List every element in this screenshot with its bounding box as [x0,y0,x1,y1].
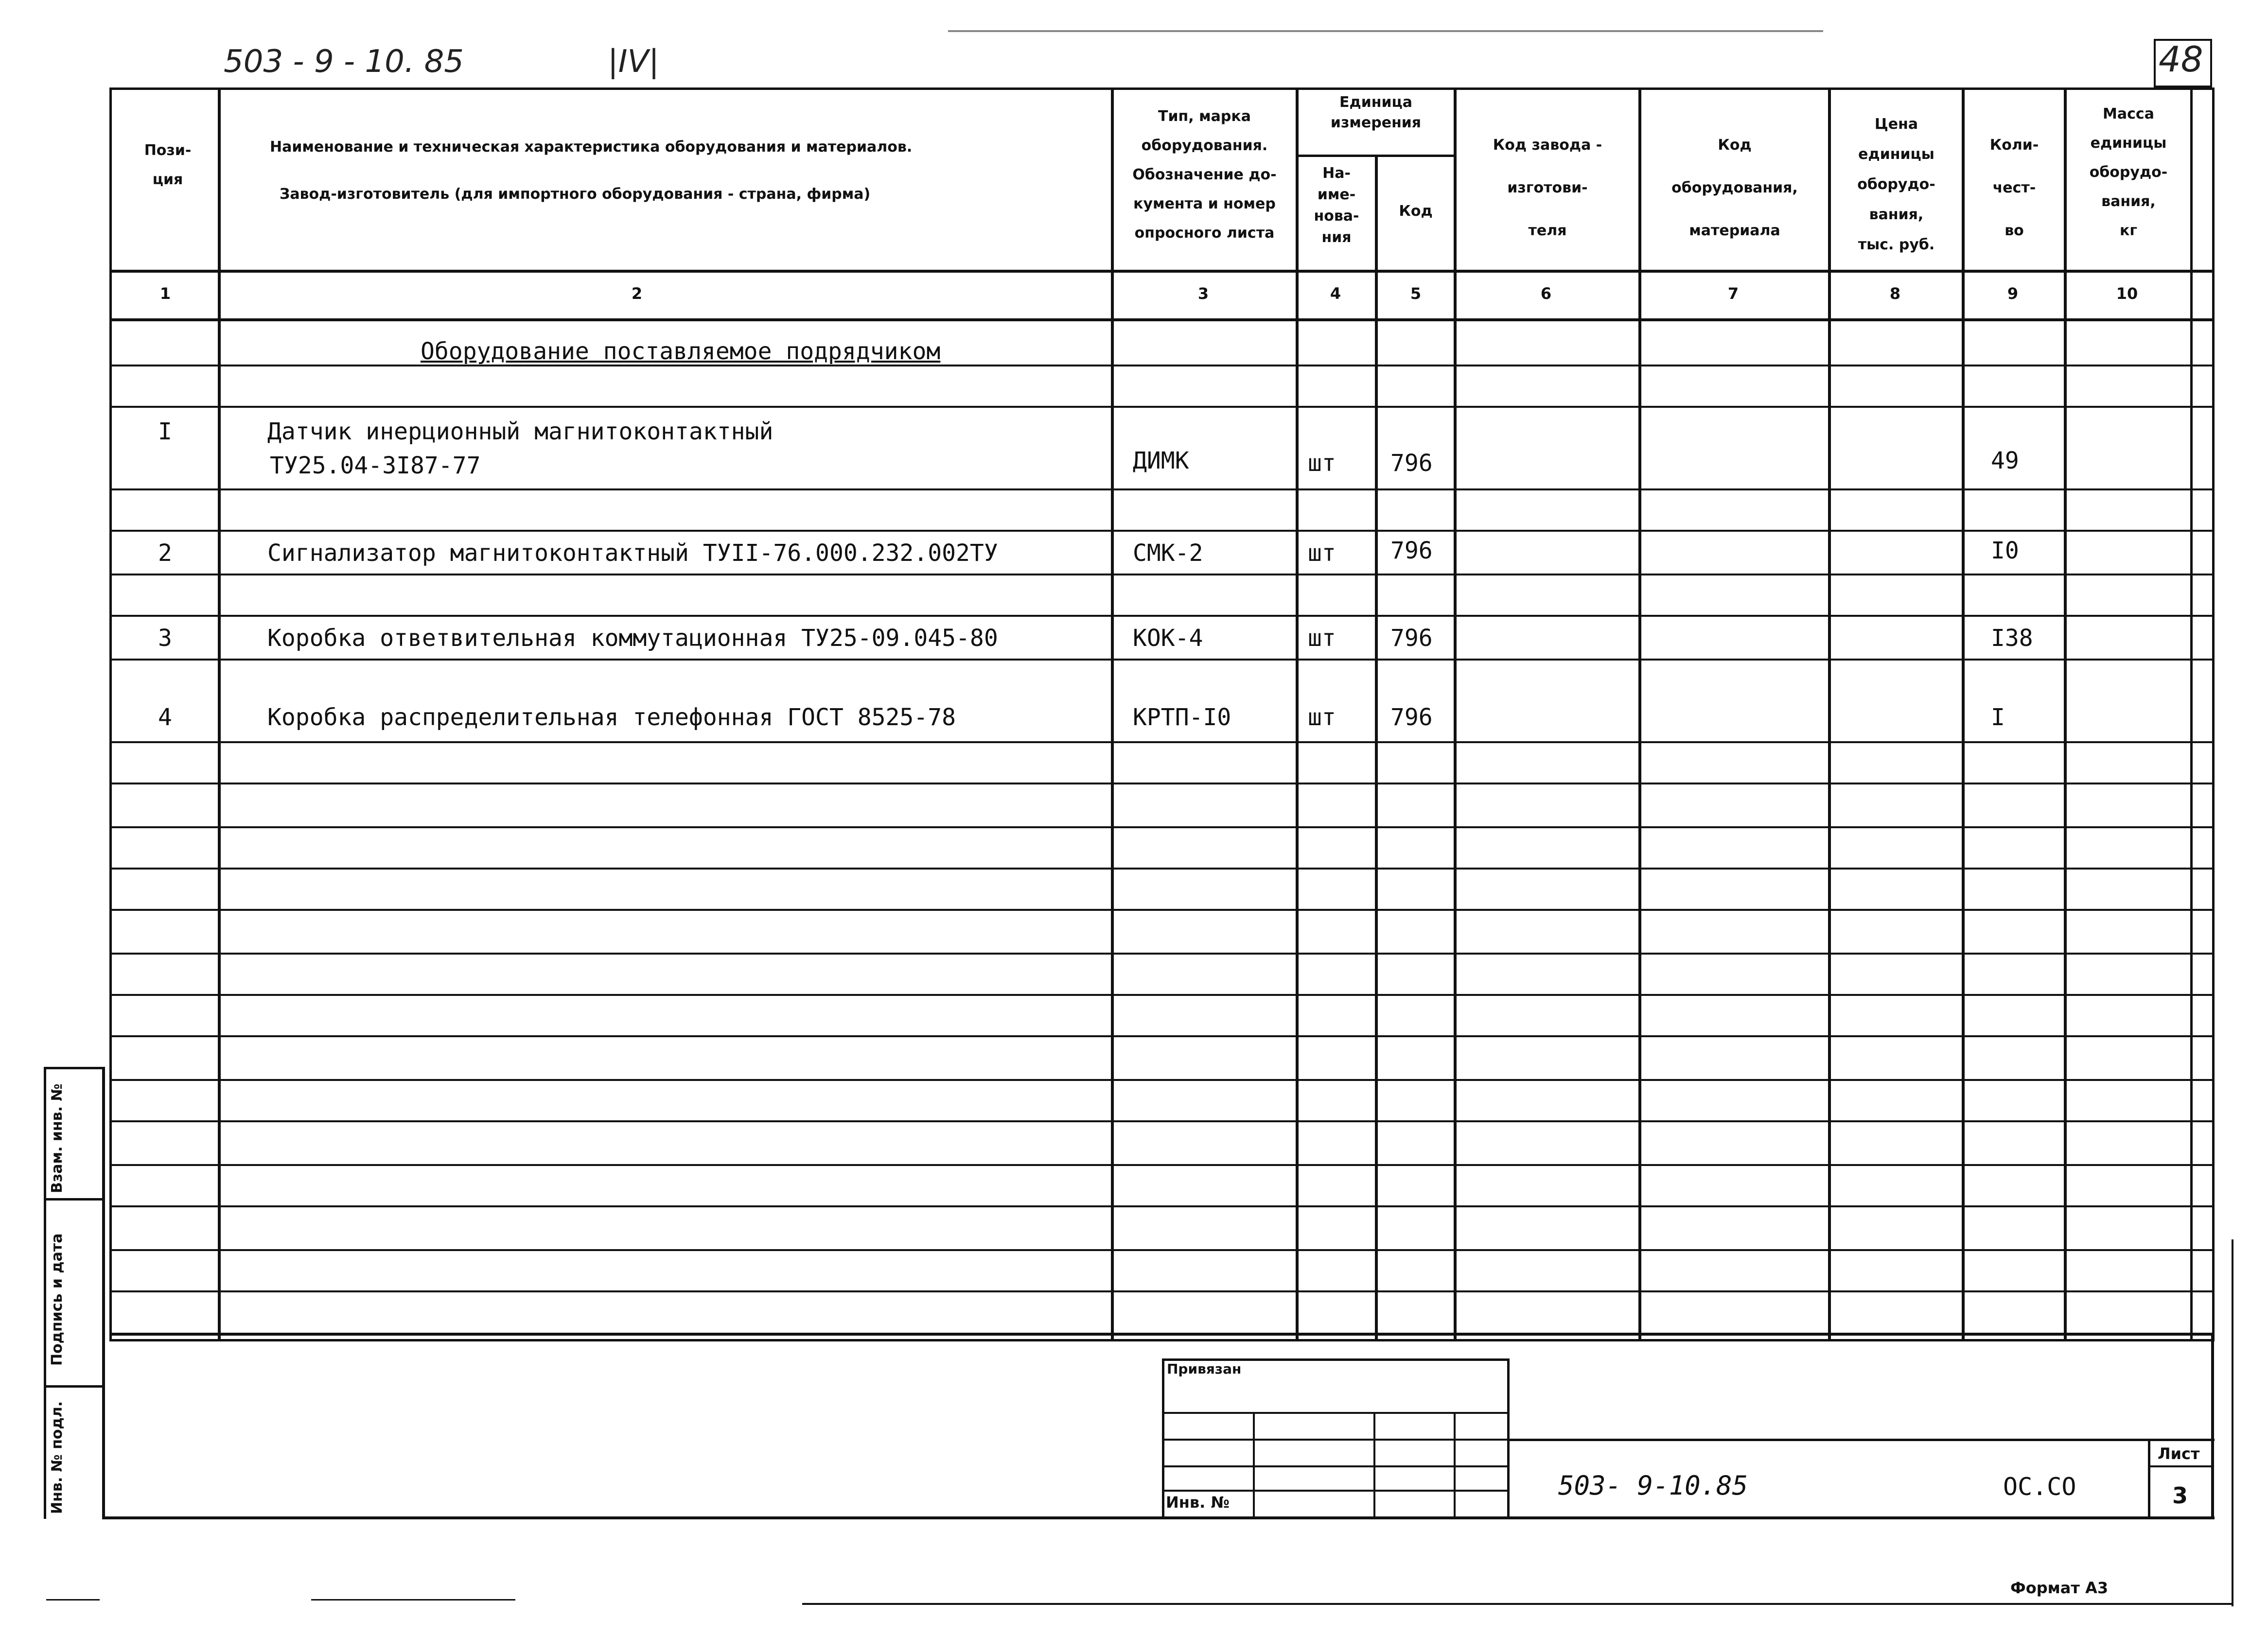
row-3-position: 3 [158,625,172,652]
row-1-position: I [158,418,172,445]
row-1-unit: шт [1308,450,1336,477]
header-quantity: Коли- чест- во [1989,137,2039,239]
sheet-label: Лист [2158,1445,2200,1463]
colnum-5: 5 [1410,284,1422,303]
colnum-7: 7 [1727,284,1739,303]
row-2-name: Сигнализатор магнитоконтактный ТУII-76.000.232.002ТУ [267,540,998,567]
header-name-line2: Завод-изготовитель (для импортного оборудования - страна, фирма) [280,186,871,203]
header-type: Тип, марка оборудования. Обозначение до- кумента и номер опросного листа [1132,108,1277,242]
row-3-unit-code: 796 [1390,625,1433,652]
header-equipment-code: Код оборудования, материала [1671,137,1798,239]
document-suffix: ОС.СО [2003,1473,2076,1501]
colnum-6: 6 [1540,284,1552,303]
label-signature-date: Подпись и дата [49,1233,66,1366]
binding-label: Привязан [1167,1361,1242,1377]
label-replacement-inv: Взам. инв. № [49,1083,66,1193]
row-4-type: КРТП-I0 [1133,704,1231,731]
paper-format: Формат А3 [2010,1579,2109,1597]
header-position: Пози- ция [144,142,192,188]
row-4-unit-code: 796 [1390,704,1433,731]
colnum-4: 4 [1330,284,1341,303]
row-4-quantity: I [1991,704,2005,731]
row-3-type: КОК-4 [1133,625,1203,652]
row-2-type: СМК-2 [1133,540,1203,567]
sheet-number: 3 [2172,1482,2188,1509]
header-price: Цена единицы оборудо- вания, тыс. руб. [1857,116,1935,253]
row-4-position: 4 [158,704,172,731]
section-title: Оборудование поставляемое подрядчиком [421,338,941,365]
row-2-quantity: I0 [1991,537,2019,564]
header-name-line1: Наименование и техническая характеристика оборудования и материалов. [270,139,913,156]
row-1-unit-code: 796 [1390,450,1433,477]
row-1-type: ДИМК [1133,447,1189,474]
header-unit-code: Код [1399,203,1433,220]
row-1-name: Датчик инерционный магнитоконтактный [267,418,774,445]
colnum-10: 10 [2116,284,2138,303]
row-3-quantity: I38 [1991,625,2033,652]
colnum-3: 3 [1197,284,1209,303]
colnum-9: 9 [2007,284,2019,303]
header-factory-code: Код завода - изготови- теля [1493,137,1602,239]
colnum-2: 2 [631,284,643,303]
inv-number-label: Инв. № [1166,1493,1230,1512]
header-unit: Единица измерения [1330,94,1422,131]
volume-mark: |IV| [608,44,659,80]
row-4-name: Коробка распределительная телефонная ГОСТ 8525-78 [267,704,956,731]
row-4-unit: шт [1308,704,1336,731]
colnum-8: 8 [1889,284,1901,303]
row-2-unit: шт [1308,540,1336,567]
document-code-top: 503 - 9 - 10. 85 [224,44,464,80]
colnum-1: 1 [159,284,171,303]
document-code: 503- 9-10.85 [1558,1470,1748,1501]
row-2-unit-code: 796 [1390,537,1433,564]
row-3-name: Коробка ответвительная коммутационная ТУ25-09.045-80 [267,625,998,652]
header-mass: Масса единицы оборудо- вания, кг [2089,105,2168,239]
row-1-quantity: 49 [1991,447,2019,474]
row-3-unit: шт [1308,625,1336,652]
row-2-position: 2 [158,540,172,567]
header-unit-name: На- име- нова- ния [1314,165,1359,246]
label-inv-original: Инв. № подл. [49,1401,66,1514]
row-1-standard: ТУ25.04-3I87-77 [270,452,481,479]
page-number: 48 [2159,39,2203,80]
